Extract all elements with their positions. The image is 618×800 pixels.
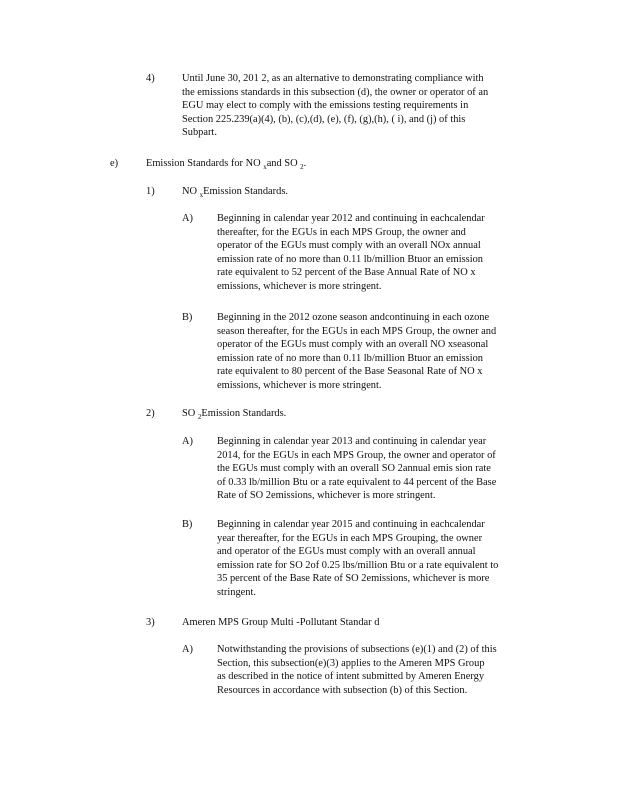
heading-text: NO: [182, 186, 200, 197]
paragraph-line: stringent.: [217, 586, 256, 598]
paragraph-line: 2014, for the EGUs in each MPS Group, the owner and operator of: [217, 449, 496, 461]
subscript: 2: [197, 413, 202, 422]
paragraph-line: operator of the EGUs must comply with an overall NO xseasonal: [217, 339, 489, 351]
paragraph-line: emission rate for SO 2of 0.25 lbs/million Btu or a rate equivalent to: [217, 559, 499, 571]
subsection-label-3: 3): [146, 617, 155, 628]
paragraph-line: as described in the notice of intent submitted by Ameren Energy: [217, 671, 485, 683]
paragraph-label-2B: B): [182, 519, 193, 530]
paragraph-line: Section 225.239(a)(4), (b), (c),(d), (e), (f), (g),(h), ( i), and (j) of this: [182, 113, 466, 125]
paragraph-line: Rate of SO 2emissions, whichever is more stringent.: [217, 490, 436, 502]
heading-text: Emission Standards.: [203, 186, 288, 197]
paragraph-line: season thereafter, for the EGUs in each MPS Group, the owner and: [217, 325, 497, 337]
paragraph-line: Notwithstanding the provisions of subsections (e)(1) and (2) of this: [217, 644, 497, 655]
paragraph-2B: [217, 518, 539, 600]
paragraph-1A: [217, 212, 539, 294]
paragraph-line: Beginning in calendar year 2015 and continuing in eachcalendar: [217, 519, 485, 530]
subscript: x: [263, 163, 267, 172]
paragraph-line: Beginning in the 2012 ozone season andcontinuing in each ozone: [217, 312, 490, 323]
heading-text: Emission Standards for NO: [146, 158, 264, 169]
paragraph-line: the EGUs must comply with an overall SO 2annual emis sion rate: [217, 463, 491, 475]
paragraph-line: of 0.33 lb/million Btu or a rate equivalent to 44 percent of the Base: [217, 476, 497, 488]
paragraph-line: Until June 30, 201 2, as an alternative to demonstrating compliance with: [182, 73, 484, 84]
paragraph-1B: [217, 311, 539, 393]
paragraph-line: emission rate of no more than 0.11 lb/million Btuor an emission: [217, 253, 483, 265]
paragraph-line: year thereafter, for the EGUs in each MPS Grouping, the owner: [217, 532, 483, 544]
subsection-2-heading: [182, 407, 286, 425]
item-label-4: 4): [146, 73, 155, 84]
paragraph-line: 35 percent of the Base Rate of SO 2emissions, whichever is more: [217, 573, 490, 585]
subscript: x: [199, 191, 204, 200]
subscript: 2: [300, 163, 304, 172]
paragraph-label-1A: A): [182, 213, 193, 224]
paragraph-2A: [217, 435, 539, 503]
heading-text: .: [303, 158, 307, 169]
heading-text: Emission Standards.: [201, 408, 287, 419]
paragraph-3A: [217, 643, 539, 697]
paragraph-line: rate equivalent to 80 percent of the Base Seasonal Rate of NO x: [217, 366, 483, 378]
paragraph-line: and operator of the EGUs must comply with an overall annual: [217, 546, 476, 558]
paragraph-line: emission rate of no more than 0.11 lb/million Btuor an emission: [217, 352, 483, 364]
section-e-heading: [146, 157, 306, 175]
paragraph-line: the emissions standards in this subsection (d), the owner or operator of an: [182, 86, 489, 98]
paragraph-line: operator of the EGUs must comply with an overall NOx annual: [217, 240, 481, 252]
paragraph-line: Beginning in calendar year 2012 and continuing in eachcalendar: [217, 213, 485, 224]
paragraph-line: EGU may elect to comply with the emissions testing requirements in: [182, 100, 469, 112]
subsection-label-1: 1): [146, 186, 155, 197]
paragraph-line: Beginning in calendar year 2013 and continuing in calendar year: [217, 436, 487, 447]
paragraph-line: emissions, whichever is more stringent.: [217, 379, 382, 391]
paragraph-label-3A: A): [182, 644, 193, 655]
paragraph-label-2A: A): [182, 436, 193, 447]
paragraph-line: Resources in accordance with subsection (b) of this Section.: [217, 684, 468, 696]
item-4-paragraph: [182, 72, 534, 140]
subsection-3-heading: Ameren MPS Group Multi -Pollutant Standar d: [182, 617, 380, 628]
paragraph-line: rate equivalent to 52 percent of the Base Annual Rate of NO x: [217, 267, 476, 279]
paragraph-line: thereafter, for the EGUs in each MPS Group, the owner and: [217, 226, 466, 238]
paragraph-label-1B: B): [182, 312, 193, 323]
subsection-1-heading: [182, 185, 288, 203]
heading-text: and SO: [266, 158, 301, 169]
paragraph-line: Section, this subsection(e)(3) applies to the Ameren MPS Group: [217, 657, 485, 669]
paragraph-line: emissions, whichever is more stringent.: [217, 280, 382, 292]
section-label-e: e): [110, 158, 119, 169]
paragraph-line: Subpart.: [182, 127, 217, 139]
subsection-label-2: 2): [146, 408, 155, 419]
heading-text: SO: [182, 408, 198, 419]
